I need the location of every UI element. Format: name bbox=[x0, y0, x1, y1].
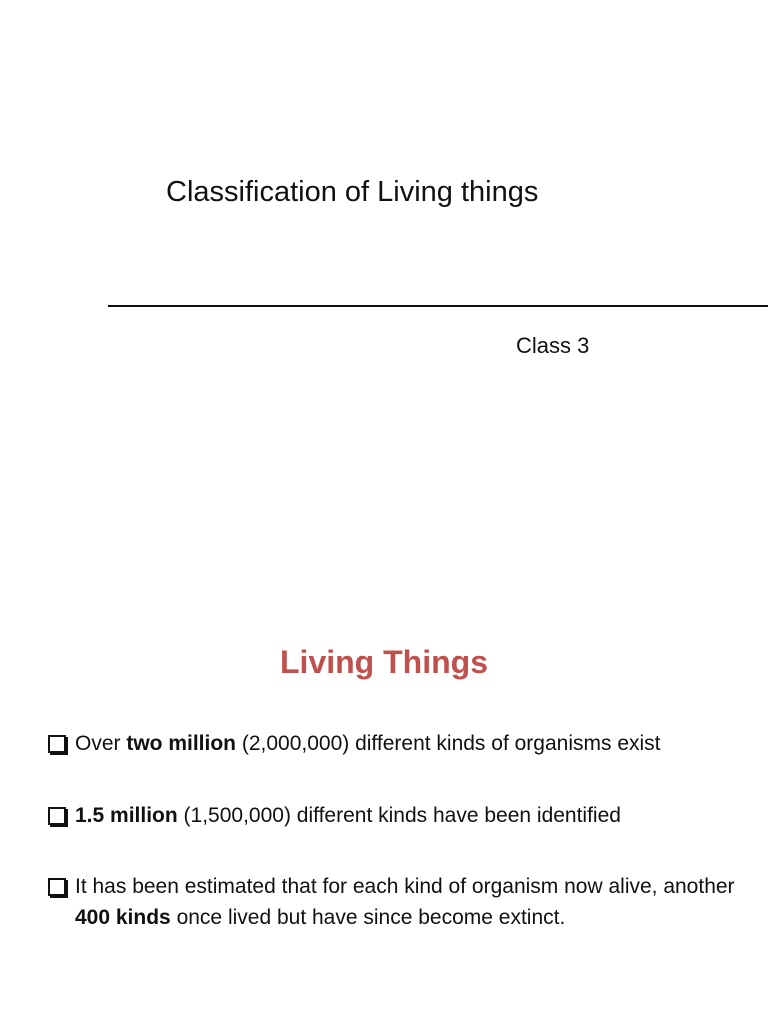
bullet-text-part: Over bbox=[75, 732, 127, 755]
checkbox-square-icon bbox=[48, 807, 66, 825]
bullet-text-part: (2,000,000) different kinds of organisms exist bbox=[236, 732, 661, 755]
title-divider bbox=[108, 305, 768, 307]
slide-subtitle-text: Class 3 bbox=[516, 333, 590, 358]
bullet-item bbox=[48, 800, 758, 831]
checkbox-square-icon bbox=[48, 735, 66, 753]
slide-living-things bbox=[0, 560, 768, 1024]
bullet-text-bold: 1.5 million bbox=[75, 804, 178, 827]
bullet-text bbox=[75, 800, 758, 831]
bullet-text bbox=[75, 728, 758, 759]
slide-heading: Living Things bbox=[280, 644, 488, 680]
bullet-text-part: once lived but have since become extinct. bbox=[170, 906, 566, 929]
bullet-text-part: (1,500,000) different kinds have been identified bbox=[177, 804, 621, 827]
bullet-item bbox=[48, 871, 758, 933]
bullet-item bbox=[48, 728, 758, 759]
bullet-text-bold: two million bbox=[126, 732, 236, 755]
bullet-text-part: It has been estimated that for each kind of organism now alive, another bbox=[75, 875, 735, 898]
slide-title-text: Classification of Living things bbox=[166, 176, 539, 208]
bullet-text-bold: 400 kinds bbox=[75, 906, 171, 929]
checkbox-square-icon bbox=[48, 878, 66, 896]
bullet-text bbox=[75, 871, 758, 933]
